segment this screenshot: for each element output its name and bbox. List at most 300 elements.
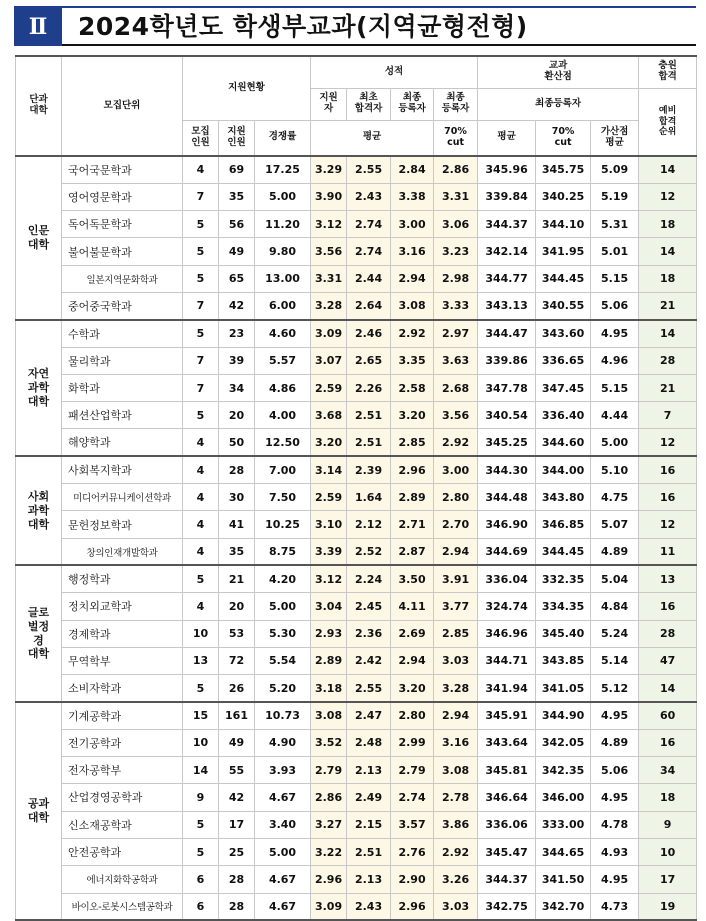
g-cut70-cell: 3.91 [434, 565, 478, 592]
bonus-avg-cell: 4.84 [591, 593, 639, 620]
g-applicant-cell: 3.09 [311, 893, 347, 920]
ratio-cell: 5.30 [255, 620, 311, 647]
conv-avg-cell: 344.47 [478, 320, 536, 347]
g-final-cell: 2.92 [391, 320, 434, 347]
waitlist-rank-cell: 12 [639, 511, 697, 538]
unit-cell: 소비자학과 [62, 675, 183, 702]
table-header [16, 56, 697, 156]
applied-cell: 28 [219, 866, 255, 893]
g-first-cell: 2.46 [347, 320, 391, 347]
g-cut70-cell: 2.92 [434, 838, 478, 865]
unit-cell: 에너지화학공학과 [62, 866, 183, 893]
g-first-cell: 2.45 [347, 593, 391, 620]
g-applicant-cell: 3.29 [311, 156, 347, 183]
conv-cut70-cell: 344.90 [536, 702, 591, 729]
g-applicant-cell: 3.39 [311, 538, 347, 565]
conv-avg-cell: 339.86 [478, 347, 536, 374]
applied-cell: 53 [219, 620, 255, 647]
bonus-avg-cell: 4.95 [591, 702, 639, 729]
ratio-cell: 11.20 [255, 211, 311, 238]
conv-cut70-cell: 341.95 [536, 238, 591, 265]
bonus-avg-cell: 4.95 [591, 784, 639, 811]
conv-avg-cell: 339.84 [478, 183, 536, 210]
conv-avg-cell: 341.94 [478, 675, 536, 702]
waitlist-rank-cell: 12 [639, 183, 697, 210]
g-cut70-cell: 3.08 [434, 757, 478, 784]
bonus-avg-cell: 4.44 [591, 402, 639, 429]
g-first-cell: 2.48 [347, 729, 391, 756]
applied-cell: 28 [219, 456, 255, 483]
g-applicant-cell: 2.89 [311, 647, 347, 674]
g-cut70-cell: 2.97 [434, 320, 478, 347]
g-first-cell: 2.43 [347, 893, 391, 920]
conv-avg-cell: 344.30 [478, 456, 536, 483]
applied-cell: 34 [219, 374, 255, 401]
bonus-avg-cell: 5.14 [591, 647, 639, 674]
waitlist-rank-cell: 16 [639, 456, 697, 483]
header-grade-first: 최초 합격자 [347, 88, 391, 120]
table-row [16, 211, 697, 238]
bonus-avg-cell: 5.07 [591, 511, 639, 538]
conv-cut70-cell: 341.05 [536, 675, 591, 702]
conv-cut70-cell: 346.85 [536, 511, 591, 538]
conv-avg-cell: 345.81 [478, 757, 536, 784]
table-row [16, 320, 697, 347]
unit-cell: 무역학부 [62, 647, 183, 674]
g-final-cell: 2.79 [391, 757, 434, 784]
quota-cell: 5 [183, 565, 219, 592]
g-applicant-cell: 3.12 [311, 211, 347, 238]
bonus-avg-cell: 5.09 [591, 156, 639, 183]
admission-results-table [15, 55, 697, 921]
g-cut70-cell: 3.00 [434, 456, 478, 483]
unit-cell: 전자공학부 [62, 757, 183, 784]
g-first-cell: 2.55 [347, 675, 391, 702]
bonus-avg-cell: 5.24 [591, 620, 639, 647]
g-final-cell: 2.58 [391, 374, 434, 401]
unit-cell: 사회복지학과 [62, 456, 183, 483]
header-college: 단과 대학 [16, 56, 62, 156]
table-row [16, 429, 697, 456]
bonus-avg-cell: 5.10 [591, 456, 639, 483]
unit-cell: 행정학과 [62, 565, 183, 592]
bonus-avg-cell: 4.73 [591, 893, 639, 920]
g-final-cell: 2.96 [391, 456, 434, 483]
college-cell: 자연 과학 대학 [16, 320, 62, 456]
g-cut70-cell: 3.31 [434, 183, 478, 210]
g-applicant-cell: 3.09 [311, 320, 347, 347]
g-final-cell: 3.57 [391, 811, 434, 838]
quota-cell: 4 [183, 484, 219, 511]
g-first-cell: 2.43 [347, 183, 391, 210]
applied-cell: 21 [219, 565, 255, 592]
ratio-cell: 12.50 [255, 429, 311, 456]
table-row [16, 347, 697, 374]
g-first-cell: 2.74 [347, 211, 391, 238]
ratio-cell: 9.80 [255, 238, 311, 265]
g-applicant-cell: 3.27 [311, 811, 347, 838]
waitlist-rank-cell: 10 [639, 838, 697, 865]
table-row [16, 729, 697, 756]
g-cut70-cell: 2.92 [434, 429, 478, 456]
page-title: 2024학년도 학생부교과(지역균형전형) [78, 12, 528, 41]
header-conv-avg: 평균 [478, 120, 536, 156]
g-final-cell: 2.71 [391, 511, 434, 538]
waitlist-rank-cell: 14 [639, 156, 697, 183]
g-final-cell: 2.90 [391, 866, 434, 893]
ratio-cell: 7.50 [255, 484, 311, 511]
bonus-avg-cell: 5.01 [591, 238, 639, 265]
g-cut70-cell: 2.94 [434, 538, 478, 565]
g-first-cell: 2.42 [347, 647, 391, 674]
applied-cell: 35 [219, 183, 255, 210]
bonus-avg-cell: 5.15 [591, 265, 639, 292]
waitlist-rank-cell: 16 [639, 593, 697, 620]
quota-cell: 5 [183, 238, 219, 265]
conv-cut70-cell: 342.05 [536, 729, 591, 756]
quota-cell: 4 [183, 593, 219, 620]
waitlist-rank-cell: 14 [639, 238, 697, 265]
g-final-cell: 2.84 [391, 156, 434, 183]
g-cut70-cell: 3.06 [434, 211, 478, 238]
applied-cell: 26 [219, 675, 255, 702]
bonus-avg-cell: 4.95 [591, 320, 639, 347]
conv-avg-cell: 345.91 [478, 702, 536, 729]
ratio-cell: 4.67 [255, 893, 311, 920]
g-cut70-cell: 3.56 [434, 402, 478, 429]
table-row [16, 893, 697, 920]
waitlist-rank-cell: 16 [639, 484, 697, 511]
conv-cut70-cell: 341.50 [536, 866, 591, 893]
g-cut70-cell: 3.63 [434, 347, 478, 374]
conv-avg-cell: 336.06 [478, 811, 536, 838]
conv-avg-cell: 340.54 [478, 402, 536, 429]
unit-cell: 중어중국학과 [62, 292, 183, 319]
g-final-cell: 4.11 [391, 593, 434, 620]
applied-cell: 17 [219, 811, 255, 838]
bonus-avg-cell: 4.96 [591, 347, 639, 374]
g-cut70-cell: 3.33 [434, 292, 478, 319]
g-final-cell: 2.74 [391, 784, 434, 811]
waitlist-rank-cell: 28 [639, 620, 697, 647]
g-first-cell: 2.44 [347, 265, 391, 292]
ratio-cell: 5.57 [255, 347, 311, 374]
quota-cell: 4 [183, 456, 219, 483]
g-applicant-cell: 3.28 [311, 292, 347, 319]
unit-cell: 독어독문학과 [62, 211, 183, 238]
unit-cell: 패션산업학과 [62, 402, 183, 429]
g-cut70-cell: 3.16 [434, 729, 478, 756]
g-final-cell: 2.76 [391, 838, 434, 865]
header-grade-final2: 최종 등록자 [434, 88, 478, 120]
g-applicant-cell: 3.20 [311, 429, 347, 456]
unit-cell: 기계공학과 [62, 702, 183, 729]
applied-cell: 65 [219, 265, 255, 292]
g-cut70-cell: 3.03 [434, 893, 478, 920]
ratio-cell: 7.00 [255, 456, 311, 483]
bonus-avg-cell: 5.06 [591, 757, 639, 784]
g-first-cell: 2.51 [347, 429, 391, 456]
table-row [16, 647, 697, 674]
g-final-cell: 2.69 [391, 620, 434, 647]
applied-cell: 72 [219, 647, 255, 674]
waitlist-rank-cell: 11 [639, 538, 697, 565]
g-first-cell: 2.15 [347, 811, 391, 838]
header-unit: 모집단위 [62, 56, 183, 156]
g-applicant-cell: 3.14 [311, 456, 347, 483]
applied-cell: 42 [219, 292, 255, 319]
ratio-cell: 3.93 [255, 757, 311, 784]
quota-cell: 5 [183, 211, 219, 238]
g-cut70-cell: 2.94 [434, 702, 478, 729]
conv-cut70-cell: 346.00 [536, 784, 591, 811]
conv-cut70-cell: 334.35 [536, 593, 591, 620]
header-bonus-avg: 가산점 평균 [591, 120, 639, 156]
g-cut70-cell: 2.70 [434, 511, 478, 538]
waitlist-rank-cell: 16 [639, 729, 697, 756]
conv-avg-cell: 347.78 [478, 374, 536, 401]
applied-cell: 28 [219, 893, 255, 920]
header-quota: 모집 인원 [183, 120, 219, 156]
quota-cell: 4 [183, 429, 219, 456]
ratio-cell: 5.00 [255, 838, 311, 865]
quota-cell: 5 [183, 675, 219, 702]
g-applicant-cell: 3.22 [311, 838, 347, 865]
g-final-cell: 3.38 [391, 183, 434, 210]
unit-cell: 영어영문학과 [62, 183, 183, 210]
bonus-avg-cell: 5.12 [591, 675, 639, 702]
table-row [16, 484, 697, 511]
g-final-cell: 2.96 [391, 893, 434, 920]
g-final-cell: 2.87 [391, 538, 434, 565]
conv-cut70-cell: 345.40 [536, 620, 591, 647]
bonus-avg-cell: 4.95 [591, 866, 639, 893]
g-cut70-cell: 2.78 [434, 784, 478, 811]
conv-cut70-cell: 344.60 [536, 429, 591, 456]
conv-cut70-cell: 336.65 [536, 347, 591, 374]
g-first-cell: 2.55 [347, 156, 391, 183]
g-first-cell: 2.13 [347, 866, 391, 893]
header-grade-final: 최종 등록자 [391, 88, 434, 120]
ratio-cell: 17.25 [255, 156, 311, 183]
conv-avg-cell: 345.25 [478, 429, 536, 456]
quota-cell: 6 [183, 866, 219, 893]
unit-cell: 안전공학과 [62, 838, 183, 865]
ratio-cell: 10.25 [255, 511, 311, 538]
g-first-cell: 2.52 [347, 538, 391, 565]
applied-cell: 55 [219, 757, 255, 784]
quota-cell: 10 [183, 620, 219, 647]
unit-cell: 국어국문학과 [62, 156, 183, 183]
g-cut70-cell: 2.98 [434, 265, 478, 292]
quota-cell: 4 [183, 156, 219, 183]
g-cut70-cell: 2.80 [434, 484, 478, 511]
bonus-avg-cell: 5.15 [591, 374, 639, 401]
page-header [14, 6, 696, 44]
waitlist-rank-cell: 14 [639, 320, 697, 347]
g-cut70-cell: 2.68 [434, 374, 478, 401]
applied-cell: 20 [219, 593, 255, 620]
waitlist-rank-cell: 18 [639, 211, 697, 238]
applied-cell: 25 [219, 838, 255, 865]
table-row [16, 265, 697, 292]
header-applicants: 지원현황 [183, 56, 311, 120]
quota-cell: 10 [183, 729, 219, 756]
conv-avg-cell: 346.96 [478, 620, 536, 647]
g-final-cell: 3.20 [391, 675, 434, 702]
table-row [16, 456, 697, 483]
g-first-cell: 2.74 [347, 238, 391, 265]
g-applicant-cell: 2.96 [311, 866, 347, 893]
header-waitlist-rank: 예비 합격 순위 [639, 88, 697, 156]
quota-cell: 7 [183, 347, 219, 374]
college-cell: 인문 대학 [16, 156, 62, 320]
bonus-avg-cell: 5.06 [591, 292, 639, 319]
conv-avg-cell: 336.04 [478, 565, 536, 592]
waitlist-rank-cell: 18 [639, 265, 697, 292]
conv-cut70-cell: 344.00 [536, 456, 591, 483]
g-first-cell: 2.51 [347, 838, 391, 865]
g-applicant-cell: 3.18 [311, 675, 347, 702]
g-applicant-cell: 3.04 [311, 593, 347, 620]
g-applicant-cell: 3.31 [311, 265, 347, 292]
bonus-avg-cell: 4.78 [591, 811, 639, 838]
ratio-cell: 5.00 [255, 183, 311, 210]
table-row [16, 238, 697, 265]
ratio-cell: 4.60 [255, 320, 311, 347]
ratio-cell: 5.54 [255, 647, 311, 674]
applied-cell: 69 [219, 156, 255, 183]
conv-cut70-cell: 344.10 [536, 211, 591, 238]
ratio-cell: 6.00 [255, 292, 311, 319]
table-row [16, 620, 697, 647]
unit-cell: 물리학과 [62, 347, 183, 374]
header-bottom-rule [62, 44, 696, 46]
unit-cell: 문헌정보학과 [62, 511, 183, 538]
g-applicant-cell: 3.07 [311, 347, 347, 374]
g-final-cell: 3.16 [391, 238, 434, 265]
quota-cell: 5 [183, 838, 219, 865]
ratio-cell: 4.90 [255, 729, 311, 756]
conv-avg-cell: 344.71 [478, 647, 536, 674]
unit-cell: 해양학과 [62, 429, 183, 456]
g-cut70-cell: 2.86 [434, 156, 478, 183]
conv-cut70-cell: 343.80 [536, 484, 591, 511]
conv-cut70-cell: 332.35 [536, 565, 591, 592]
table-body [16, 156, 697, 920]
applied-cell: 41 [219, 511, 255, 538]
waitlist-rank-cell: 9 [639, 811, 697, 838]
g-applicant-cell: 2.79 [311, 757, 347, 784]
g-applicant-cell: 3.08 [311, 702, 347, 729]
conv-cut70-cell: 333.00 [536, 811, 591, 838]
table-row [16, 402, 697, 429]
header-conv-cut70: 70% cut [536, 120, 591, 156]
table-row [16, 511, 697, 538]
g-applicant-cell: 3.12 [311, 565, 347, 592]
table-row [16, 811, 697, 838]
conv-avg-cell: 343.13 [478, 292, 536, 319]
g-final-cell: 3.35 [391, 347, 434, 374]
g-final-cell: 2.94 [391, 265, 434, 292]
ratio-cell: 4.00 [255, 402, 311, 429]
g-applicant-cell: 2.93 [311, 620, 347, 647]
unit-cell: 산업경영공학과 [62, 784, 183, 811]
g-cut70-cell: 3.86 [434, 811, 478, 838]
g-first-cell: 2.13 [347, 757, 391, 784]
table-row [16, 183, 697, 210]
header-final-registrants: 최종등록자 [478, 88, 639, 120]
unit-cell: 불어불문학과 [62, 238, 183, 265]
conv-cut70-cell: 343.85 [536, 647, 591, 674]
header-grades: 성적 [311, 56, 478, 88]
g-applicant-cell: 2.59 [311, 484, 347, 511]
college-cell: 글로 벌정 경 대학 [16, 565, 62, 701]
conv-cut70-cell: 342.35 [536, 757, 591, 784]
conv-avg-cell: 344.69 [478, 538, 536, 565]
quota-cell: 5 [183, 402, 219, 429]
quota-cell: 7 [183, 292, 219, 319]
conv-cut70-cell: 344.45 [536, 538, 591, 565]
applied-cell: 161 [219, 702, 255, 729]
g-cut70-cell: 3.03 [434, 647, 478, 674]
applied-cell: 56 [219, 211, 255, 238]
g-first-cell: 2.65 [347, 347, 391, 374]
conv-cut70-cell: 345.75 [536, 156, 591, 183]
g-cut70-cell: 2.85 [434, 620, 478, 647]
conv-cut70-cell: 344.45 [536, 265, 591, 292]
bonus-avg-cell: 5.19 [591, 183, 639, 210]
g-final-cell: 2.85 [391, 429, 434, 456]
ratio-cell: 5.20 [255, 675, 311, 702]
g-final-cell: 3.20 [391, 402, 434, 429]
bonus-avg-cell: 5.31 [591, 211, 639, 238]
applied-cell: 30 [219, 484, 255, 511]
quota-cell: 13 [183, 647, 219, 674]
header-waitlist: 충원 합격 [639, 56, 697, 88]
g-applicant-cell: 3.10 [311, 511, 347, 538]
header-top-rule [14, 6, 696, 8]
conv-avg-cell: 324.74 [478, 593, 536, 620]
conv-avg-cell: 344.48 [478, 484, 536, 511]
unit-cell: 수학과 [62, 320, 183, 347]
conv-avg-cell: 342.75 [478, 893, 536, 920]
g-final-cell: 2.80 [391, 702, 434, 729]
unit-cell: 미디어커뮤니케이션학과 [62, 484, 183, 511]
conv-avg-cell: 344.77 [478, 265, 536, 292]
ratio-cell: 3.40 [255, 811, 311, 838]
ratio-cell: 8.75 [255, 538, 311, 565]
waitlist-rank-cell: 60 [639, 702, 697, 729]
bonus-avg-cell: 4.93 [591, 838, 639, 865]
g-applicant-cell: 2.86 [311, 784, 347, 811]
g-applicant-cell: 3.68 [311, 402, 347, 429]
g-first-cell: 2.49 [347, 784, 391, 811]
quota-cell: 4 [183, 538, 219, 565]
waitlist-rank-cell: 28 [639, 347, 697, 374]
quota-cell: 7 [183, 374, 219, 401]
ratio-cell: 13.00 [255, 265, 311, 292]
waitlist-rank-cell: 19 [639, 893, 697, 920]
g-final-cell: 2.94 [391, 647, 434, 674]
g-first-cell: 2.51 [347, 402, 391, 429]
table-row [16, 156, 697, 183]
table-row [16, 593, 697, 620]
g-first-cell: 2.24 [347, 565, 391, 592]
unit-cell: 정치외교학과 [62, 593, 183, 620]
unit-cell: 신소재공학과 [62, 811, 183, 838]
g-applicant-cell: 3.56 [311, 238, 347, 265]
